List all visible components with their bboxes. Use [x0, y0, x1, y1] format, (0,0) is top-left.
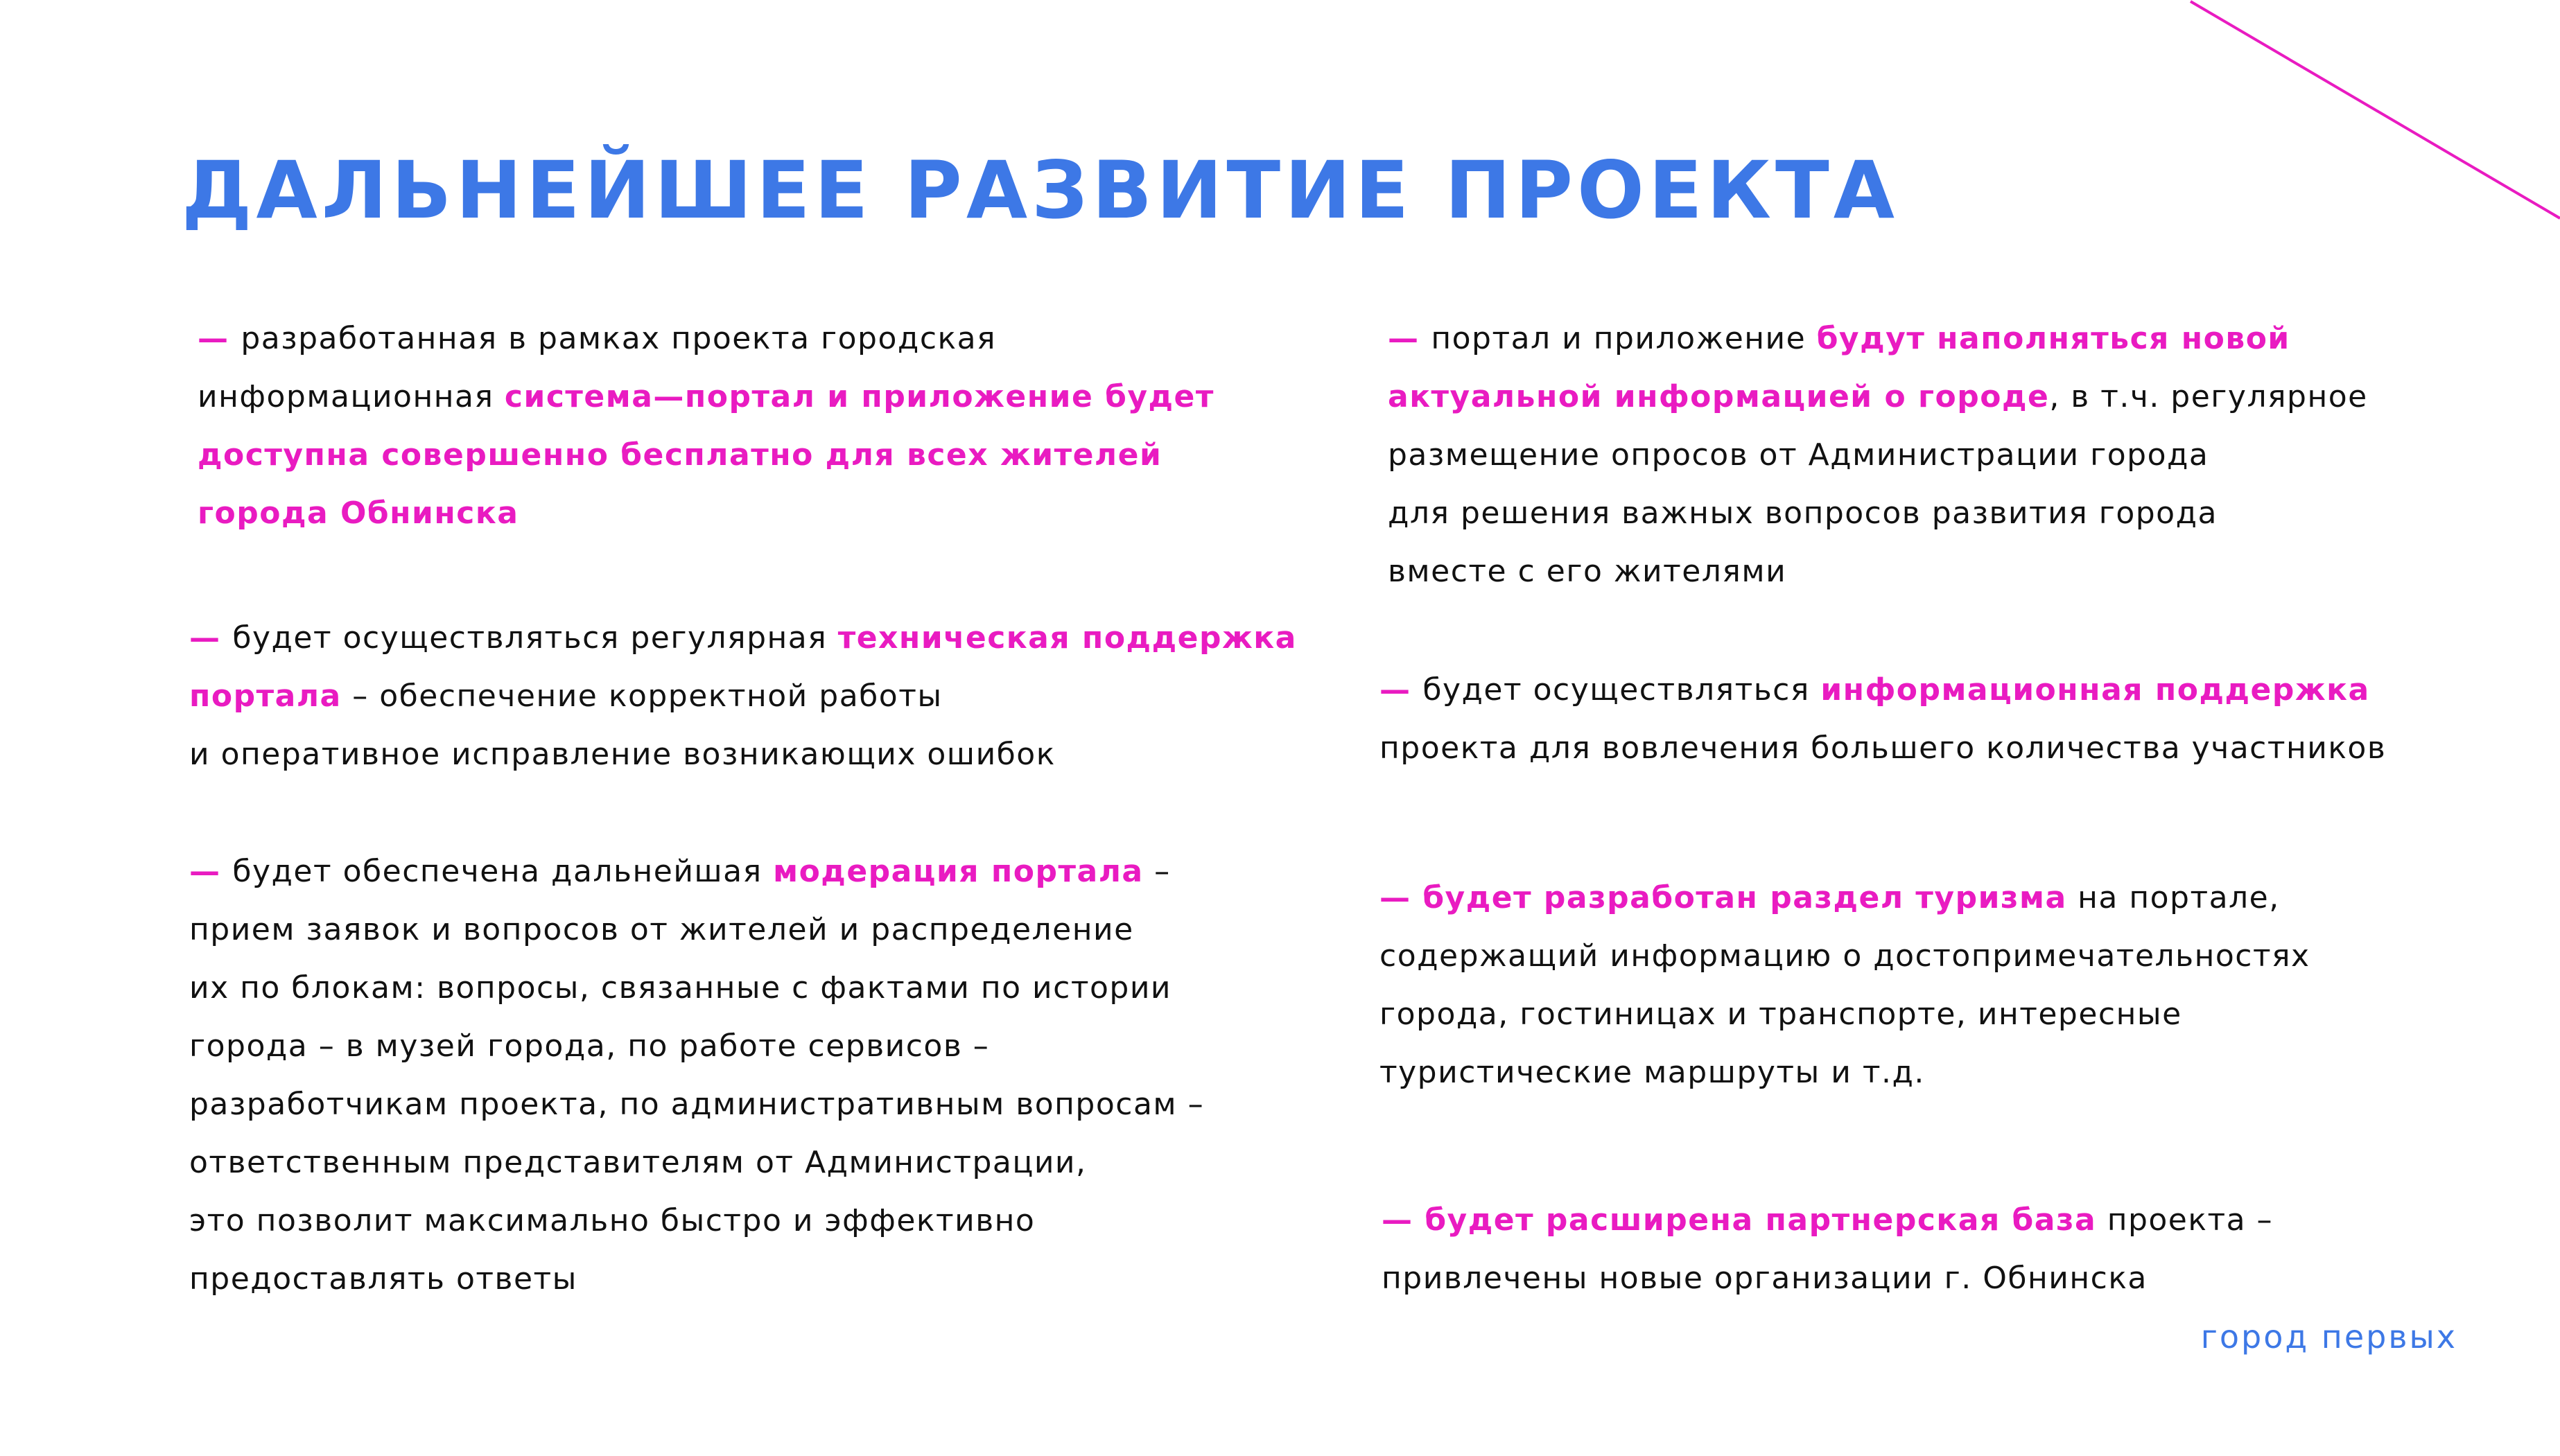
body-text: привлечены новые организации г. Обнинска — [1382, 1261, 2148, 1296]
body-text: , в т.ч. регулярное — [2049, 379, 2368, 414]
text-line — [198, 368, 1214, 426]
left-block-moderation — [189, 843, 1204, 1308]
text-line — [198, 484, 1214, 543]
body-text: будет осуществляться регулярная — [232, 620, 838, 656]
body-text: города – в музей города, по работе сервисов – — [189, 1028, 990, 1064]
highlighted-text: доступна совершенно бесплатно для всех жителей — [198, 437, 1163, 473]
left-block-tech-support — [189, 609, 1297, 784]
highlighted-text: — — [1388, 321, 1431, 356]
body-text: их по блокам: вопросы, связанные с фактами по истории — [189, 970, 1172, 1006]
body-text: размещение опросов от Администрации города — [1388, 437, 2209, 473]
text-line — [1382, 1191, 2273, 1249]
highlighted-text: — — [189, 854, 233, 889]
text-line — [189, 609, 1297, 667]
body-text: информационная — [198, 379, 505, 414]
text-line — [1388, 368, 2368, 426]
body-text: будет обеспечена дальнейшая — [232, 854, 774, 889]
text-line — [189, 667, 1297, 726]
text-line — [189, 1192, 1204, 1250]
text-line — [1379, 1044, 2310, 1102]
text-line — [1379, 927, 2310, 985]
body-text: и оперативное исправление возникающих ошибок — [189, 737, 1056, 772]
body-text: на портале, — [2066, 880, 2280, 915]
highlighted-text: система—портал и приложение будет — [504, 379, 1214, 414]
text-line — [1388, 543, 2368, 601]
text-line — [189, 1134, 1204, 1192]
body-text: проекта для вовлечения большего количества участников — [1379, 730, 2387, 766]
text-line — [189, 726, 1297, 784]
text-line — [1379, 661, 2386, 719]
body-text: туристические маршруты и т.д. — [1379, 1055, 1925, 1090]
body-text: вместе с его жителями — [1388, 554, 1787, 589]
body-text: разработчикам проекта, по административным вопросам – — [189, 1087, 1205, 1122]
highlighted-text: — будет разработан раздел туризма — [1379, 880, 2067, 915]
body-text: для решения важных вопросов развития города — [1388, 495, 2218, 531]
highlighted-text: — — [1379, 672, 1423, 708]
body-text: проекта – — [2096, 1202, 2274, 1238]
text-line — [1388, 484, 2368, 543]
text-line — [1388, 426, 2368, 484]
text-line — [1379, 869, 2310, 927]
highlighted-text: модерация портала — [773, 854, 1144, 889]
brand-logo-text: город первых — [2200, 1318, 2457, 1356]
body-text: города, гостиницах и транспорте, интересные — [1379, 997, 2182, 1032]
text-line — [198, 426, 1214, 484]
body-text: ответственным представителям от Администрации, — [189, 1145, 1087, 1180]
body-text: это позволит максимально быстро и эффективно — [189, 1203, 1036, 1238]
right-block-partners — [1382, 1191, 2273, 1308]
text-line — [198, 310, 1214, 368]
highlighted-text: — — [189, 620, 233, 656]
text-line — [189, 1076, 1204, 1134]
highlighted-text: — — [198, 321, 241, 356]
body-text: предоставлять ответы — [189, 1261, 577, 1297]
text-line — [1382, 1249, 2273, 1308]
highlighted-text: информационная поддержка — [1820, 672, 2370, 708]
highlighted-text: города Обнинска — [198, 495, 519, 531]
body-text: – — [1143, 854, 1171, 889]
text-line — [189, 1250, 1204, 1308]
text-line — [189, 1017, 1204, 1076]
highlighted-text: — будет расширена партнерская база — [1382, 1202, 2097, 1238]
body-text: разработанная в рамках проекта городская — [241, 321, 997, 356]
body-text: содержащий информацию о достопримечательностях — [1379, 938, 2310, 974]
body-text: – обеспечение корректной работы — [341, 678, 943, 714]
body-text: будет осуществляться — [1422, 672, 1821, 708]
right-block-new-info — [1388, 310, 2368, 601]
page-title: ДАЛЬНЕЙШЕЕ РАЗВИТИЕ ПРОЕКТА — [182, 144, 1899, 236]
text-line — [189, 901, 1204, 959]
text-line — [1388, 310, 2368, 368]
body-text: портал и приложение — [1431, 321, 1817, 356]
left-block-free-access — [198, 310, 1214, 543]
highlighted-text: портала — [189, 678, 342, 714]
highlighted-text: актуальной информацией о городе — [1388, 379, 2050, 414]
right-block-info-support — [1379, 661, 2386, 778]
right-block-tourism — [1379, 869, 2310, 1102]
highlighted-text: техническая поддержка — [837, 620, 1297, 656]
text-line — [189, 843, 1204, 901]
text-line — [1379, 985, 2310, 1044]
text-line — [1379, 719, 2386, 778]
text-line — [189, 959, 1204, 1017]
body-text: прием заявок и вопросов от жителей и распределение — [189, 912, 1134, 947]
highlighted-text: будут наполняться новой — [1816, 321, 2290, 356]
